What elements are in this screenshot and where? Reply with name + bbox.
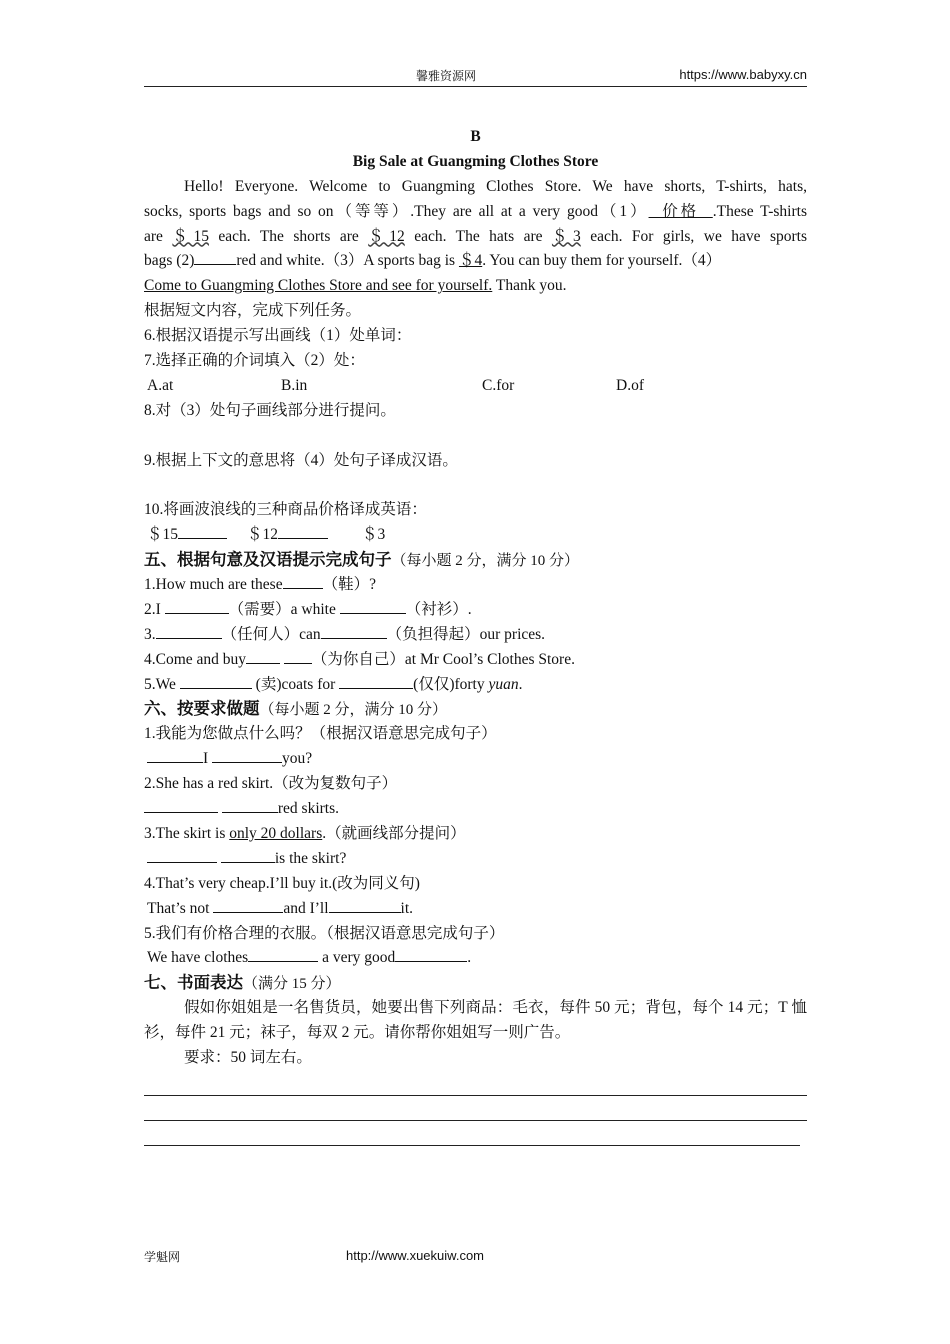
blank-1-answer: 价格 [648,202,713,220]
blank[interactable] [395,946,467,962]
blank[interactable] [329,897,401,913]
header-url[interactable]: https://www.babyxy.cn [679,67,807,82]
sentence-4: Come to Guangming Clothes Store and see for yourself. [144,277,493,295]
blank[interactable] [147,847,217,863]
answer-space-8 [144,424,807,449]
blank-2[interactable] [194,249,236,265]
question-8: 8.对（3）处句子画线部分进行提问。 [144,401,396,419]
blank[interactable] [283,573,323,589]
question-10: 10.将画波浪线的三种商品价格译成英语： [144,501,427,519]
s5-item-3: 3. （任何人）can （负担得起）our prices. [144,623,807,648]
section-7-heading: 七、书面表达（满分 15 分） [144,973,341,993]
blank[interactable] [321,623,387,639]
blank[interactable] [212,747,282,763]
page-header [144,64,807,87]
passage-line-4: bags (2) red and white.（3）A sports bag is ＄4. You can buy them for yourself.（4） [144,249,807,274]
writing-requirement: 要求：50 词左右。 [184,1048,312,1066]
writing-line[interactable] [144,1121,800,1146]
blank[interactable] [180,673,252,689]
writing-line[interactable] [144,1096,807,1121]
tasks-intro: 根据短文内容，完成下列任务。 [144,302,362,320]
s6-question-2: 2.She has a red skirt.（改为复数句子） [144,775,398,793]
s5-item-2: 2.I （需要）a white （衬衫）. [144,598,807,623]
blank-price-12[interactable] [278,523,328,539]
passage-line-2: socks, sports bags and so on（等等）.They are all at a very good（1） 价格 .These T-shirts [144,202,807,220]
s6-question-4: 4.That’s very cheap.I’ll buy it.(改为同义句) [144,874,420,892]
passage-label: B [470,128,481,145]
blank[interactable] [222,797,278,813]
passage-title: Big Sale at Guangming Clothes Store [352,152,599,170]
question-9: 9.根据上下文的意思将（4）处句子译成汉语。 [144,451,458,469]
header-site-name: 馨雅资源网 [416,69,477,83]
blank[interactable] [213,897,283,913]
writing-prompt-line-1: 假如你姐姐是一名售货员，她要出售下列商品：毛衣，每件 50 元；背包，每个 14 元；T 恤 [184,999,807,1017]
passage-line-1: Hello! Everyone. Welcome to Guangming Clothes Store. We have shorts, T-shirts, hats, [184,177,807,195]
s5-item-1: 1.How much are these （鞋）? [144,573,807,598]
s6-question-5: 5.我们有价格合理的衣服。（根据汉语意思完成句子） [144,924,505,942]
section-5-heading: 五、根据句意及汉语提示完成句子（每小题 2 分，满分 10 分） [144,550,580,570]
option-b[interactable]: B.in [281,376,308,394]
s6-answer-4: That’s not and I’ll it. [144,897,807,922]
s6-question-3: 3.The skirt is only 20 dollars.（就画线部分提问） [144,824,466,842]
blank[interactable] [144,797,218,813]
question-7: 7.选择正确的介词填入（2）处： [144,352,365,370]
blank[interactable] [156,623,222,639]
price-hats: ＄3 [551,227,581,245]
s5-item-4: 4.Come and buy （为你自己）at Mr Cool’s Clothes Store. [144,648,807,673]
blank[interactable] [340,598,406,614]
question-7-options [144,374,807,399]
blank[interactable] [246,648,280,664]
blank[interactable] [147,747,203,763]
s6-answer-5: We have clothes a very good . [144,946,807,971]
s5-item-5: 5.We (卖)coats for (仅仅)forty yuan. [144,673,807,698]
blank[interactable] [284,648,312,664]
s6-question-1: 1.我能为您做点什么吗？（根据汉语意思完成句子） [144,725,497,743]
s6-answer-2: red skirts. [144,797,807,822]
option-c[interactable]: C.for [482,376,515,394]
blank[interactable] [339,673,413,689]
passage-line-3: are ＄15 each. The shorts are ＄12 each. The hats are ＄3 each. For girls, we have sports [144,227,807,245]
option-a[interactable]: A.at [147,376,174,394]
writing-prompt-line-2: 衫，每件 21 元；袜子，每双 2 元。请你帮你姐姐写一则广告。 [144,1024,571,1042]
document-body [144,125,807,1146]
underlined-phrase: only 20 dollars [229,824,323,842]
footer-url[interactable]: http://www.xuekuiw.com [346,1248,484,1263]
question-6: 6.根据汉语提示写出画线（1）处单词： [144,327,412,345]
blank-price-15[interactable] [178,523,227,539]
passage-line-5: Come to Guangming Clothes Store and see for yourself. Thank you. [144,277,567,295]
section-6-heading: 六、按要求做题（每小题 2 分，满分 10 分） [144,699,448,719]
s6-answer-3: is the skirt? [144,847,807,872]
answer-space-9 [144,473,807,498]
price-shorts: ＄12 [368,227,405,245]
blank[interactable] [221,847,275,863]
footer-site-name: 学魁网 [144,1250,181,1264]
blank[interactable] [248,946,318,962]
price-tshirt: ＄15 [172,227,209,245]
blank[interactable] [165,598,229,614]
s6-answer-1: I you? [144,747,807,772]
price-sports-bag: ＄4 [458,252,483,270]
question-10-prices: ＄15 ＄12 ＄3 [144,523,807,548]
option-d[interactable]: D.of [616,376,644,394]
writing-line[interactable] [144,1071,807,1096]
